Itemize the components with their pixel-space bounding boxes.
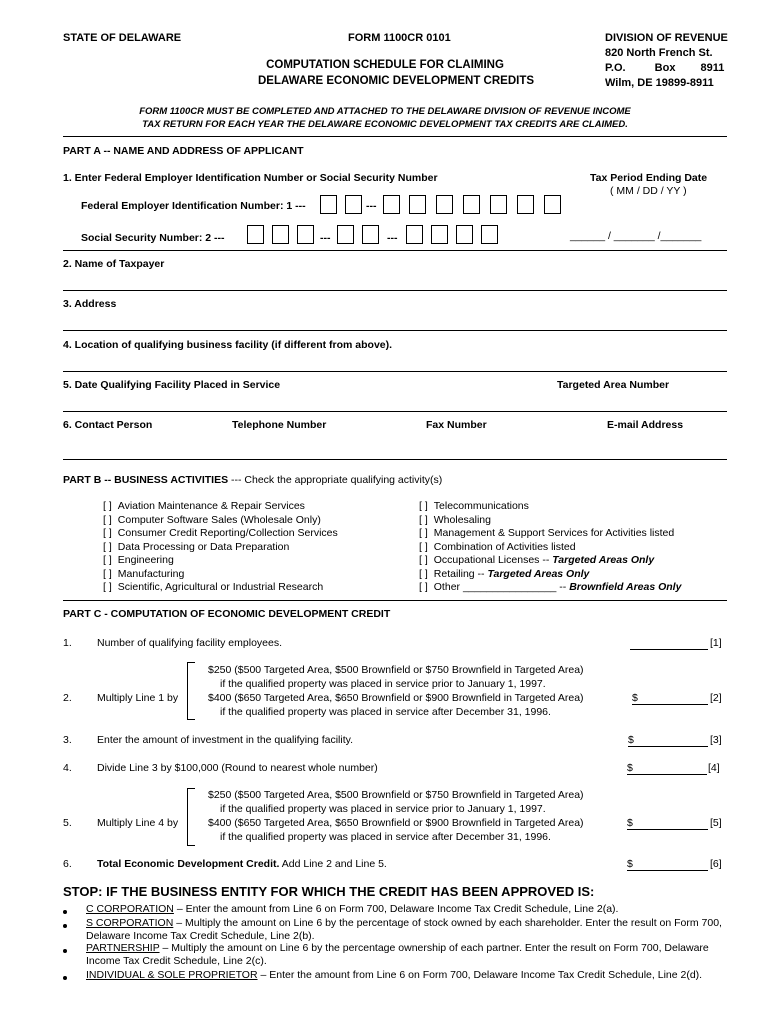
line2-label: Multiply Line 1 by <box>97 692 179 704</box>
notice-line2: TAX RETURN FOR EACH YEAR THE DELAWARE ECONOMIC DEVELOPMENT TAX CREDITS ARE CLAIMED. <box>142 119 628 130</box>
line4-field[interactable] <box>627 774 707 775</box>
part-a-question-1: 1. Enter Federal Employer Identification Number or Social Security Number <box>63 172 438 184</box>
activity-label: Scientific, Agricultural or Industrial Research <box>117 581 324 593</box>
notice-line1: FORM 1100CR MUST BE COMPLETED AND ATTACHED TO THE DELAWARE DIVISION OF REVENUE INCOME <box>139 106 631 117</box>
fein-digit-box[interactable] <box>544 195 561 214</box>
activity-option[interactable] <box>419 541 576 553</box>
ssn-digit-box[interactable] <box>456 225 473 244</box>
individual-text: – Enter the amount from Line 6 on Form 700, Delaware Income Tax Credit Schedule, Line 2(d). <box>257 969 703 981</box>
s-corporation-text: – Multiply the amount on Line 6 by the percentage of stock owned by each shareholder. Enter the result on Form 700, <box>173 917 722 929</box>
line2-bracket <box>187 662 195 720</box>
ssn-digit-box[interactable] <box>337 225 354 244</box>
address-field[interactable] <box>63 330 727 331</box>
fein-separator: --- <box>366 200 377 212</box>
line5-option-b1: $400 ($650 Targeted Area, $650 Brownfield or $900 Brownfield in Targeted Area) <box>208 817 584 829</box>
part-b-heading <box>63 474 442 486</box>
activity-option[interactable] <box>103 500 305 512</box>
contact-person-label: 6. Contact Person <box>63 419 153 431</box>
ssn-digit-box[interactable] <box>406 225 423 244</box>
line3-ref: [3] <box>710 734 722 746</box>
division-address-city: Wilm, DE 19899-8911 <box>605 77 714 89</box>
activity-option[interactable] <box>419 514 491 526</box>
line1-field[interactable] <box>630 649 708 650</box>
divider <box>63 250 727 251</box>
line2-option-b2: if the qualified property was placed in service after December 31, 1996. <box>220 706 551 718</box>
activity-option[interactable] <box>103 568 184 580</box>
activity-restriction: Targeted Areas Only <box>487 567 590 580</box>
stop-heading: STOP: IF THE BUSINESS ENTITY FOR WHICH THE CREDIT HAS BEEN APPROVED IS: <box>63 884 595 899</box>
ssn-digit-box[interactable] <box>247 225 264 244</box>
box-number: 8911 <box>700 62 725 74</box>
ssn-digit-box[interactable] <box>272 225 289 244</box>
ssn-label: Social Security Number: 2 --- <box>81 232 225 244</box>
line5-option-a1: $250 ($500 Targeted Area, $500 Brownfield or $750 Brownfield in Targeted Area) <box>208 789 584 801</box>
activity-option[interactable] <box>103 541 289 553</box>
taxpayer-name-field[interactable] <box>63 290 727 291</box>
divider <box>63 136 727 137</box>
activity-checkbox[interactable]: [ ] <box>419 554 428 566</box>
line4-ref: [4] <box>708 762 720 774</box>
line5-label: Multiply Line 4 by <box>97 817 179 829</box>
activity-label: Computer Software Sales (Wholesale Only) <box>117 513 321 526</box>
ssn-separator: --- <box>320 232 331 244</box>
partnership-text-cont: Income Tax Credit Schedule, Line 2(c). <box>86 955 267 967</box>
line2-field[interactable] <box>632 704 708 705</box>
line3-dollar: $ <box>628 734 634 746</box>
activity-label: Engineering <box>117 554 174 566</box>
fein-digit-box[interactable] <box>320 195 337 214</box>
line5-field[interactable] <box>627 829 708 830</box>
taxpayer-name-label: 2. Name of Taxpayer <box>63 258 165 270</box>
partnership-text: – Multiply the amount on Line 6 by the percentage ownership of each partner. Enter the result on Form 700, Delaware <box>159 942 709 954</box>
activity-option[interactable] <box>103 554 174 566</box>
line2-option-b1: $400 ($650 Targeted Area, $650 Brownfield or $900 Brownfield in Targeted Area) <box>208 692 584 704</box>
tax-period-date-field[interactable]: ______ / _______ /_______ <box>570 230 702 242</box>
activity-label: Other ________________ -- <box>433 581 570 593</box>
fein-digit-box[interactable] <box>463 195 480 214</box>
activity-option[interactable] <box>419 500 529 512</box>
activity-restriction: Targeted Areas Only <box>552 554 655 566</box>
line5-dollar: $ <box>627 817 633 829</box>
line6-number: 6. <box>63 858 72 870</box>
activity-restriction: Brownfield Areas Only <box>569 581 682 593</box>
line1-ref: [1] <box>710 637 722 649</box>
line5-ref: [5] <box>710 817 722 829</box>
individual-instruction <box>86 969 702 981</box>
fein-digit-box[interactable] <box>383 195 400 214</box>
fax-label: Fax Number <box>426 419 487 431</box>
activity-label: Management & Support Services for Activities listed <box>433 527 675 539</box>
line2-ref: [2] <box>710 692 722 704</box>
division-address-po <box>605 62 724 74</box>
form-title-line2: DELAWARE ECONOMIC DEVELOPMENT CREDITS <box>258 75 535 87</box>
activity-label: Combination of Activities listed <box>433 540 576 553</box>
line2-dollar: $ <box>632 692 638 704</box>
part-a-heading: PART A -- NAME AND ADDRESS OF APPLICANT <box>63 145 304 157</box>
line6-ref: [6] <box>710 858 722 870</box>
s-corporation-label: S CORPORATION <box>86 917 174 929</box>
activity-checkbox[interactable]: [ ] <box>103 567 112 580</box>
line6-title: Total Economic Development Credit. <box>97 858 280 870</box>
line2-option-a1: $250 ($500 Targeted Area, $500 Brownfield or $750 Brownfield in Targeted Area) <box>208 664 584 676</box>
activity-checkbox[interactable]: [ ] <box>103 527 112 539</box>
line2-option-a2: if the qualified property was placed in service prior to January 1, 1997. <box>220 678 546 690</box>
activity-option[interactable] <box>103 527 338 539</box>
activity-label: Data Processing or Data Preparation <box>117 540 290 553</box>
tax-period-format: ( MM / DD / YY ) <box>610 185 687 197</box>
partnership-label: PARTNERSHIP <box>86 942 160 954</box>
activity-option[interactable] <box>103 581 323 593</box>
line4-number: 4. <box>63 762 72 774</box>
line1-label: Number of qualifying facility employees. <box>97 637 283 649</box>
part-b-note: --- Check the appropriate qualifying activity(s) <box>228 474 443 486</box>
activity-checkbox[interactable]: [ ] <box>419 540 428 553</box>
line5-option-a2: if the qualified property was placed in service prior to January 1, 1997. <box>220 803 546 815</box>
facility-location-field[interactable] <box>63 371 727 372</box>
contact-field[interactable] <box>63 459 727 460</box>
fein-digit-box[interactable] <box>490 195 507 214</box>
activity-option[interactable] <box>419 568 589 580</box>
activity-option[interactable] <box>419 527 674 539</box>
line6-field[interactable] <box>627 870 708 871</box>
part-c-heading: PART C - COMPUTATION OF ECONOMIC DEVELOPMENT CREDIT <box>63 608 391 620</box>
activity-checkbox[interactable]: [ ] <box>103 500 112 512</box>
line6-instruction: Add Line 2 and Line 5. <box>279 858 387 870</box>
activity-label: Aviation Maintenance & Repair Services <box>117 500 305 512</box>
line1-number: 1. <box>63 637 72 649</box>
address-label: 3. Address <box>63 298 117 310</box>
activity-label: Occupational Licenses -- <box>433 554 553 566</box>
division-address-street: 820 North French St. <box>605 47 713 59</box>
division-name: DIVISION OF REVENUE <box>605 32 728 44</box>
tax-period-label: Tax Period Ending Date <box>590 172 708 184</box>
line5-option-b2: if the qualified property was placed in service after December 31, 1996. <box>220 831 551 843</box>
activity-option[interactable] <box>419 554 654 566</box>
fein-digit-box[interactable] <box>345 195 362 214</box>
activity-option[interactable] <box>419 581 681 593</box>
form-title-line1: COMPUTATION SCHEDULE FOR CLAIMING <box>266 59 504 71</box>
ssn-separator: --- <box>387 232 398 244</box>
c-corporation-text: – Enter the amount from Line 6 on Form 700, Delaware Income Tax Credit Schedule, Line 2(a). <box>173 903 619 915</box>
targeted-area-number-label: Targeted Area Number <box>557 379 670 391</box>
divider <box>63 600 727 601</box>
activity-label: Wholesaling <box>433 513 491 526</box>
individual-label: INDIVIDUAL & SOLE PROPRIETOR <box>86 969 258 981</box>
activity-checkbox[interactable]: [ ] <box>103 581 112 593</box>
line5-number: 5. <box>63 817 72 829</box>
line2-number: 2. <box>63 692 72 704</box>
line6-label <box>97 858 387 870</box>
line4-dollar: $ <box>627 762 633 774</box>
telephone-label: Telephone Number <box>232 419 327 431</box>
facility-location-label: 4. Location of qualifying business facility (if different from above). <box>63 339 393 351</box>
bullet-icon <box>63 924 67 928</box>
activity-checkbox[interactable]: [ ] <box>419 527 428 539</box>
fein-digit-box[interactable] <box>409 195 426 214</box>
ssn-digit-box[interactable] <box>362 225 379 244</box>
bullet-icon <box>63 910 67 914</box>
c-corporation-instruction <box>86 903 618 915</box>
line4-label: Divide Line 3 by $100,000 (Round to nearest whole number) <box>97 762 378 774</box>
activity-label: Manufacturing <box>117 567 185 580</box>
activity-checkbox[interactable]: [ ] <box>103 540 112 553</box>
date-placed-in-service-label: 5. Date Qualifying Facility Placed in Service <box>63 379 281 391</box>
form-number: FORM 1100CR 0101 <box>348 32 451 44</box>
line5-bracket <box>187 788 195 846</box>
line6-dollar: $ <box>627 858 633 870</box>
activity-checkbox[interactable]: [ ] <box>419 500 428 512</box>
bullet-icon <box>63 976 67 980</box>
activity-label: Telecommunications <box>433 500 529 512</box>
c-corporation-label: C CORPORATION <box>86 903 174 915</box>
po-label: P.O. <box>605 62 626 74</box>
ssn-digit-box[interactable] <box>481 225 498 244</box>
ssn-digit-box[interactable] <box>297 225 314 244</box>
line3-number: 3. <box>63 734 72 746</box>
ssn-digit-box[interactable] <box>431 225 448 244</box>
activity-checkbox[interactable]: [ ] <box>419 567 428 580</box>
line3-field[interactable] <box>628 746 708 747</box>
activity-checkbox[interactable]: [ ] <box>419 581 428 593</box>
email-label: E-mail Address <box>607 419 684 431</box>
activity-checkbox[interactable]: [ ] <box>103 554 112 566</box>
fein-digit-box[interactable] <box>436 195 453 214</box>
activity-checkbox[interactable]: [ ] <box>103 513 112 526</box>
activity-label: Retailing -- <box>433 567 488 580</box>
bullet-icon <box>63 949 67 953</box>
fein-digit-box[interactable] <box>517 195 534 214</box>
activity-label: Consumer Credit Reporting/Collection Services <box>117 527 338 539</box>
s-corporation-instruction <box>86 917 722 929</box>
state-label: STATE OF DELAWARE <box>63 32 182 44</box>
activity-checkbox[interactable]: [ ] <box>419 513 428 526</box>
partnership-instruction <box>86 942 709 954</box>
box-label: Box <box>654 62 676 74</box>
line3-label: Enter the amount of investment in the qualifying facility. <box>97 734 354 746</box>
date-targeted-field[interactable] <box>63 411 727 412</box>
part-b-title: PART B -- BUSINESS ACTIVITIES <box>63 474 229 486</box>
activity-option[interactable] <box>103 514 321 526</box>
s-corporation-text-cont: Delaware Income Tax Credit Schedule, Line 2(b). <box>86 930 315 942</box>
fein-label: Federal Employer Identification Number: 1 --- <box>81 200 306 212</box>
